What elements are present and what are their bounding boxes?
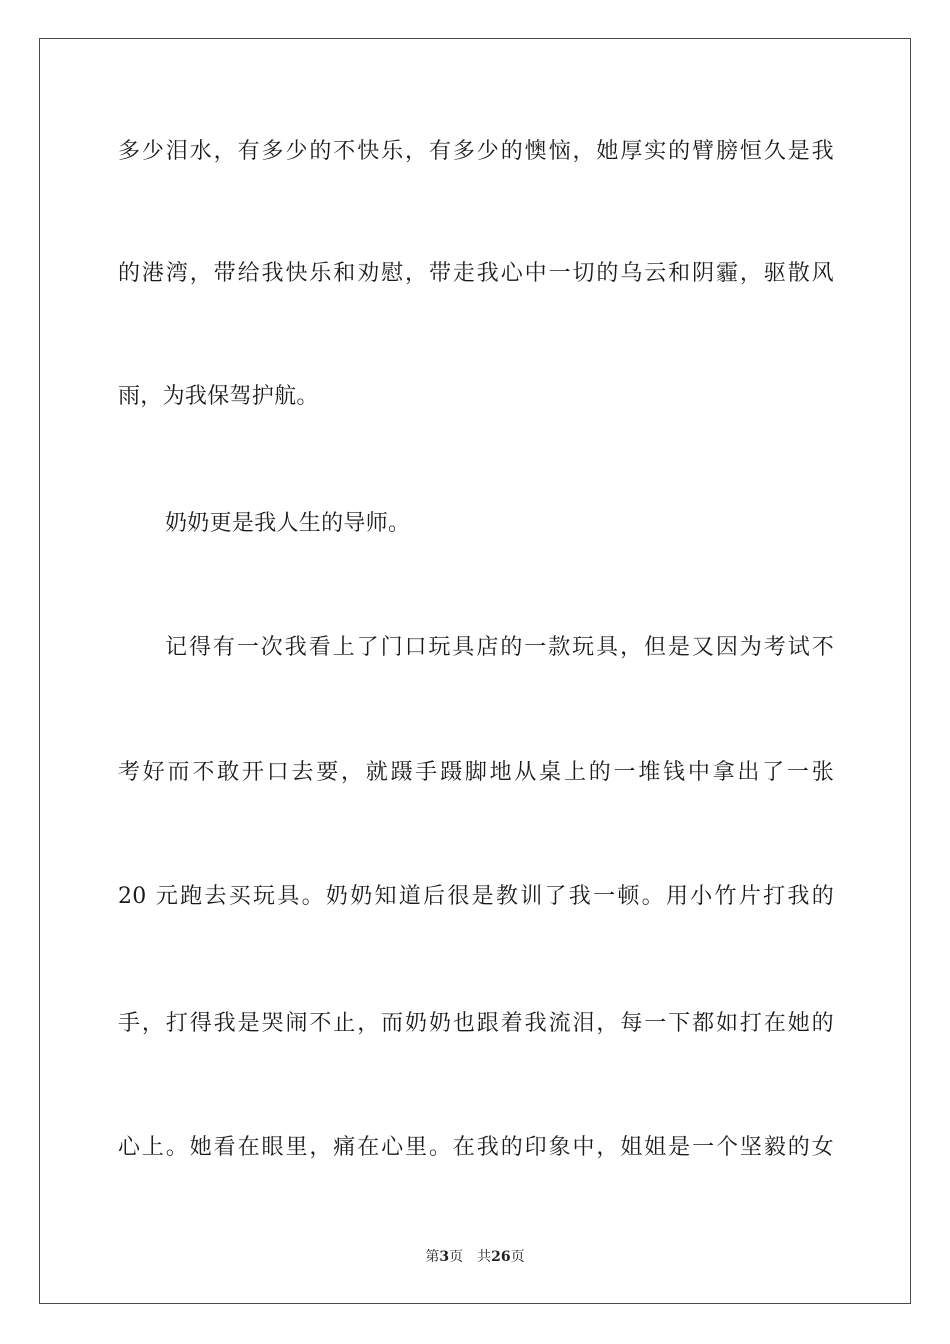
text-line-4: 奶奶更是我人生的导师。 xyxy=(165,511,411,536)
text-line-7: 20 元跑去买玩具。奶奶知道后很是教训了我一顿。用小竹片打我的 xyxy=(118,884,834,909)
text-line-9: 心上。她看在眼里，痛在心里。在我的印象中，姐姐是一个坚毅的女 xyxy=(118,1135,834,1160)
page-frame xyxy=(39,38,911,1304)
footer-total-suffix: 页 xyxy=(510,1249,525,1265)
text-line-2: 的港湾，带给我快乐和劝慰，带走我心中一切的乌云和阴霾，驱散风 xyxy=(118,261,834,286)
text-line-6: 考好而不敢开口去要，就蹑手蹑脚地从桌上的一堆钱中拿出了一张 xyxy=(118,760,834,785)
text-line-5: 记得有一次我看上了门口玩具店的一款玩具，但是又因为考试不 xyxy=(165,635,834,660)
text-line-3: 雨，为我保驾护航。 xyxy=(118,384,319,409)
text-line-8: 手，打得我是哭闹不止，而奶奶也跟着我流泪，每一下都如打在她的 xyxy=(118,1011,834,1036)
text-line-1: 多少泪水，有多少的不快乐，有多少的懊恼，她厚实的臂膀恒久是我 xyxy=(118,139,834,164)
page-footer xyxy=(0,1248,950,1266)
footer-page-current: 3 xyxy=(439,1249,450,1265)
footer-page-total: 26 xyxy=(491,1249,511,1265)
footer-page-suffix: 页 xyxy=(449,1249,464,1265)
footer-page-prefix: 第 xyxy=(425,1249,440,1265)
footer-total-prefix: 共 xyxy=(477,1249,492,1265)
